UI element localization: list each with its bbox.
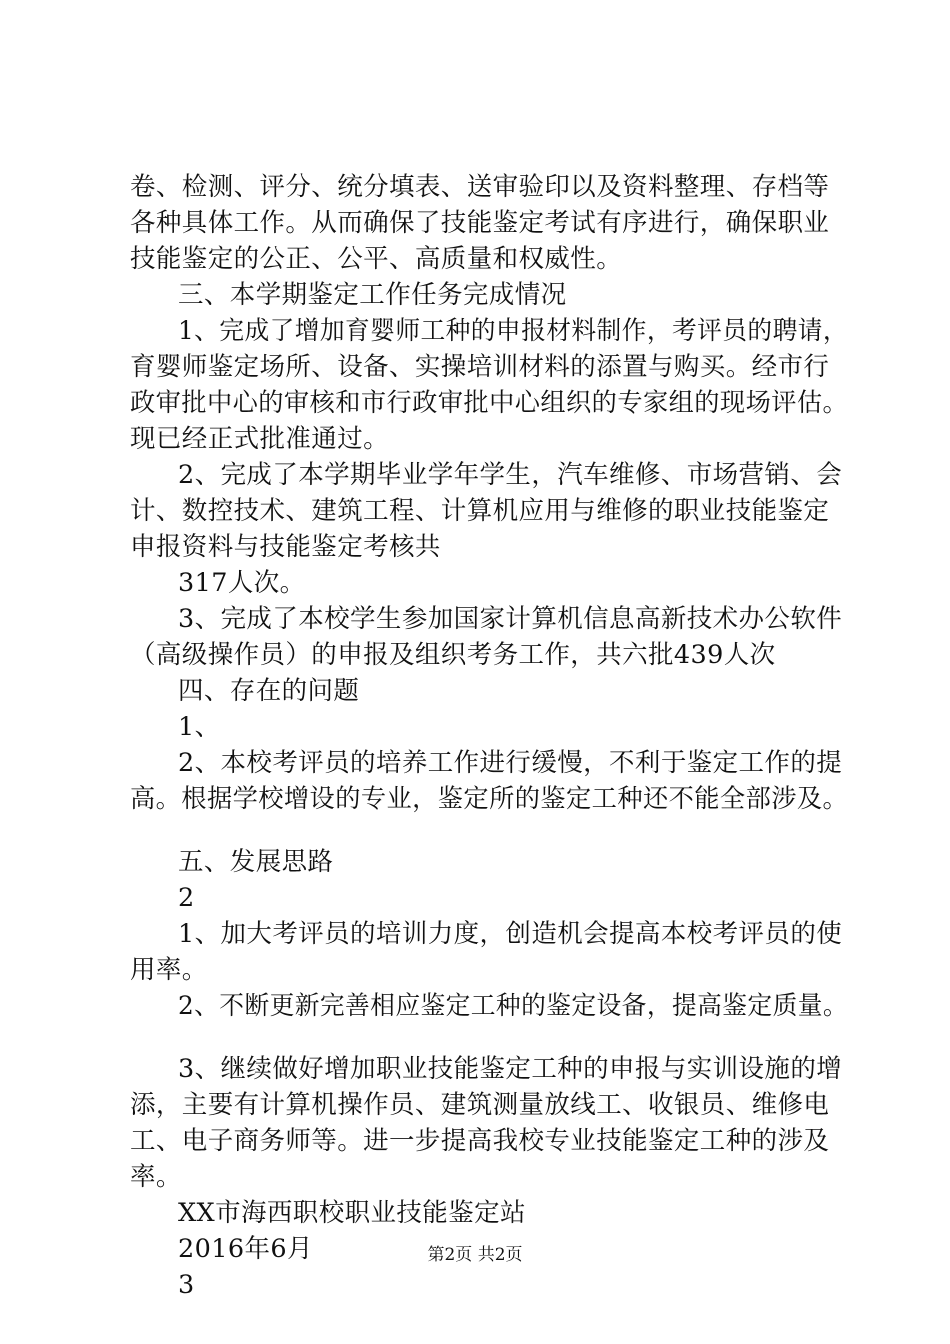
body-line: 现已经正式批准通过。 [130,424,390,454]
body-line: 3、继续做好增加职业技能鉴定工种的申报与实训设施的增 [178,1054,843,1084]
body-line: 2、本校考评员的培养工作进行缓慢，不利于鉴定工作的提 [178,748,843,778]
body-line: 1、完成了增加育婴师工种的申报材料制作，考评员的聘请， [178,316,849,346]
body-line: 技能鉴定的公正、公平、高质量和权威性。 [130,244,623,274]
body-line: 政审批中心的审核和市行政审批中心组织的专家组的现场评估。 [130,388,849,418]
body-line: 卷、检测、评分、统分填表、送审验印以及资料整理、存档等 [130,172,830,202]
body-line: 1、 [178,712,221,742]
body-line: 3 [178,1270,195,1300]
body-line: 高。根据学校增设的专业，鉴定所的鉴定工种还不能全部涉及。 [130,784,849,814]
body-line: 2、完成了本学期毕业学年学生，汽车维修、市场营销、会 [178,460,843,490]
body-line: 各种具体工作。从而确保了技能鉴定考试有序进行，确保职业 [130,208,830,238]
body-line: 计、数控技术、建筑工程、计算机应用与维修的职业技能鉴定 [130,496,830,526]
section-heading: 四、存在的问题 [178,676,360,706]
section-heading: 三、本学期鉴定工作任务完成情况 [178,280,567,310]
body-line: 申报资料与技能鉴定考核共 [130,532,441,562]
signature-date: 2016年6月 [178,1234,313,1264]
body-line: 2 [178,883,195,913]
body-line: （高级操作员）的申报及组织考务工作，共六批439人次 [130,640,776,670]
body-line: 育婴师鉴定场所、设备、实操培训材料的添置与购买。经市行 [130,352,830,382]
body-line: 1、加大考评员的培训力度，创造机会提高本校考评员的使 [178,919,843,949]
body-line: 率。 [130,1162,182,1192]
body-line: 3、完成了本校学生参加国家计算机信息高新技术办公软件 [178,604,843,634]
page-footer: 第2页 共2页 [427,1245,523,1265]
signature-organization: XX市海西职校职业技能鉴定站 [178,1198,526,1228]
body-line: 317人次。 [178,568,306,598]
body-line: 添，主要有计算机操作员、建筑测量放线工、收银员、维修电 [130,1090,830,1120]
body-line: 用率。 [130,955,208,985]
body-line: 2、不断更新完善相应鉴定工种的鉴定设备，提高鉴定质量。 [178,991,849,1021]
body-line: 工、电子商务师等。进一步提高我校专业技能鉴定工种的涉及 [130,1126,830,1156]
section-heading: 五、发展思路 [178,847,334,877]
